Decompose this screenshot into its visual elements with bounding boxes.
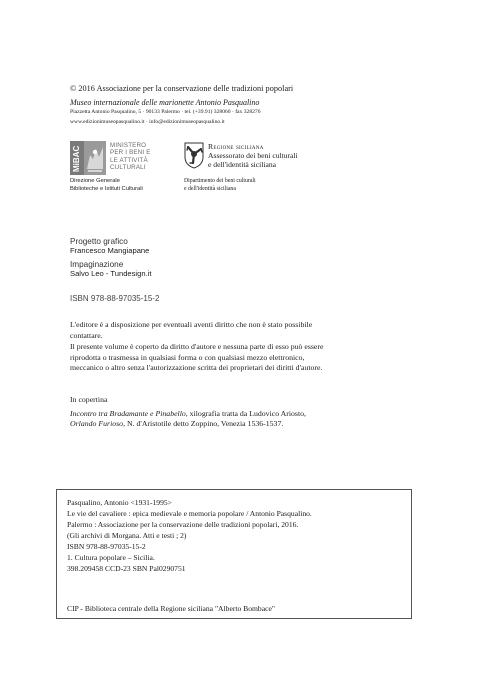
mibac-logo-vertical-text: MiBAC — [72, 145, 81, 172]
credit-layout-label: Impaginazione — [70, 260, 124, 269]
credits-section — [70, 237, 151, 283]
cip-record-box — [56, 489, 412, 619]
cip-line: 1. Cultura popolare – Sicilia. — [67, 553, 155, 562]
cip-line: ISBN 978-88-97035-15-2 — [67, 542, 146, 551]
credit-layout-value: Salvo Leo - Tundesign.it — [70, 269, 152, 278]
copyright-line: © 2016 Associazione per la conservazione delle tradizioni popolari — [70, 84, 294, 93]
cover-line-1: Incontro tra Bradamante e Pinabello, xilografia tratta da Ludovico Ariosto, — [70, 408, 306, 418]
credit-layout — [70, 260, 151, 278]
cip-line: Le vie del cavaliere : epica medievale e memoria popolare / Antonio Pasqualino. — [67, 509, 312, 518]
isbn-line: ISBN 978-88-97035-15-2 — [70, 294, 160, 303]
cover-line-2: Orlando Furioso, N. d'Aristotile detto Zoppino, Venezia 1536-1537. — [70, 419, 284, 429]
rights-notice: Il presente volume è coperto da diritto d'autore e nessuna parte di esso può essere riprodotta o trasmessa in qualsiasi forma o con qualsiasi mezzo elettronico, meccanico o altro senza l'autorizzazione scritta dei proprietari dei diritti d'autore. — [70, 342, 324, 373]
regione-logo-text: Regione siciliana Assessorato dei beni culturali e dell'identità siciliana — [208, 142, 298, 169]
credit-design-value: Francesco Mangiapane — [70, 246, 150, 255]
cover-credit — [70, 395, 306, 430]
trinacria-emblem-icon — [184, 141, 204, 169]
museum-web-contacts: www.edizionimuseopasqualino.it · info@edizionimuseopasqualino.it — [70, 119, 225, 125]
cip-lines — [67, 497, 312, 574]
regione-siciliana-logo — [184, 141, 314, 175]
mibac-caption: Direzione Generale Biblioteche e Istituti Culturali — [70, 178, 143, 192]
editor-note: L'editore è a disposizione per eventuali aventi diritto che non è stato possibile contattare. — [70, 320, 313, 340]
cover-label: In copertina — [70, 395, 108, 404]
museum-name: Museo internazionale delle marionette Antonio Pasqualino — [70, 98, 260, 107]
cip-line: Palermo : Associazione per la conservazione delle tradizioni popolari, 2016. — [67, 520, 299, 529]
mibac-logo-band — [70, 141, 84, 175]
credit-design — [70, 237, 151, 255]
cip-line: 398.209458 CCD-23 SBN Pal0290751 — [67, 564, 186, 573]
cip-line: (Gli archivi di Morgana. Atti e testi ; 2) — [67, 531, 187, 540]
cip-footer: CIP - Biblioteca centrale della Regione siciliana "Alberto Bombace" — [67, 604, 275, 613]
mibac-logo-text: MINISTERO PER I BENI E LE ATTIVITÀ CULTURALI — [110, 142, 151, 172]
credit-design-label: Progetto grafico — [70, 237, 128, 246]
cip-line: Pasqualino, Antonio <1931-1995> — [67, 498, 172, 507]
regione-caption: Dipartimento dei beni culturali e dell'identità siciliana — [184, 178, 256, 192]
mibac-emblem-icon — [84, 141, 106, 175]
museum-address: Piazzetta Antonio Pasqualino, 5 · 90133 Palermo · tel. (+39.91) 328060 · fax 328276 — [70, 109, 261, 115]
mibac-logo — [70, 141, 158, 175]
